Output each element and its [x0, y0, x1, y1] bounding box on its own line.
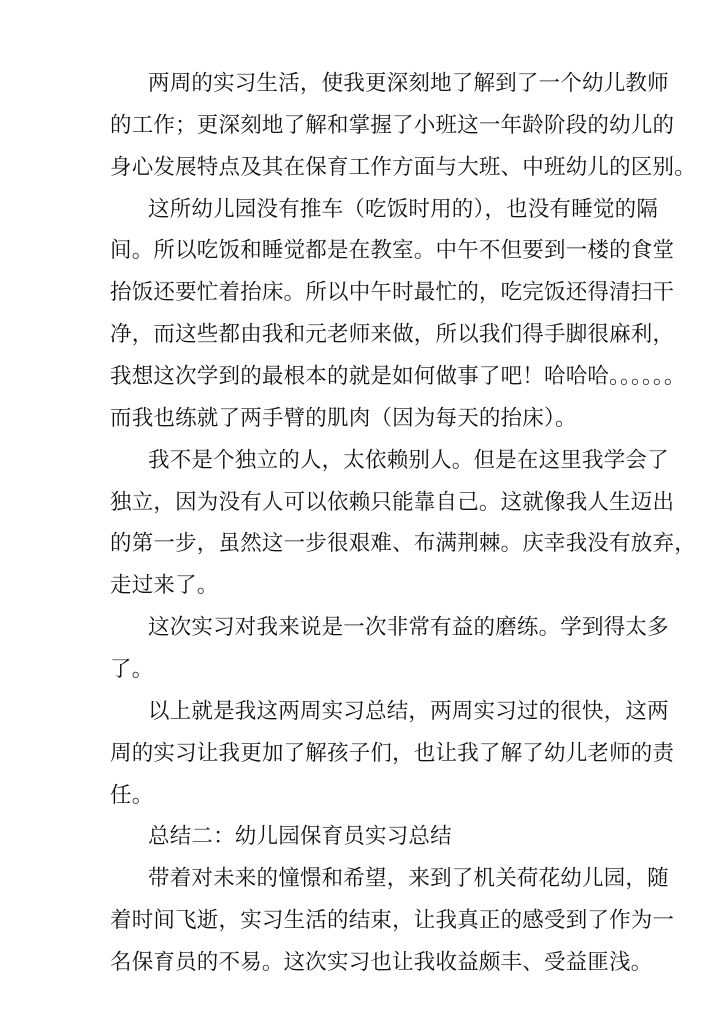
paragraph-5-line-1: 以上就是我这两周实习总结，两周实习过的很快，这两: [148, 698, 669, 724]
paragraph-2-line-1: 这所幼儿园没有推车（吃饭时用的），也没有睡觉的隔: [148, 196, 659, 222]
paragraph-4-line-1: 这次实习对我来说是一次非常有益的磨练。学到得太多: [148, 615, 669, 641]
paragraph-3-line-3: 的第一步，虽然这一步很艰难、布满荆棘。庆幸我没有放弃，: [110, 531, 696, 557]
paragraph-4-line-2: 了。: [110, 657, 154, 682]
paragraph-5-line-3: 任。: [110, 782, 154, 808]
paragraph-6-line-3: 名保育员的不易。这次实习也让我收益颇丰、受益匪浅。: [110, 950, 653, 975]
paragraph-1-line-3: 身心发展特点及其在保育工作方面与大班、中班幼儿的区别。: [110, 154, 696, 180]
paragraph-6-line-1: 带着对未来的憧憬和希望，来到了机关荷花幼儿园，随: [148, 866, 669, 892]
paragraph-2-line-3: 抬饭还要忙着抬床。所以中午时最忙的，吃完饭还得清扫干: [110, 280, 675, 306]
paragraph-1-line-2: 的工作；更深刻地了解和掌握了小班这一年龄阶段的幼儿的: [110, 112, 675, 138]
paragraph-5-line-2: 周的实习让我更加了解孩子们，也让我了解了幼儿老师的责: [110, 740, 675, 766]
paragraph-6-line-2: 着时间飞逝，实习生活的结束，让我真正的感受到了作为一: [110, 908, 675, 934]
paragraph-2-line-6: 而我也练就了两手臂的肌肉（因为每天的抬床）。: [110, 405, 577, 431]
paragraph-2-line-5: 我想这次学到的最根本的就是如何做事了吧！哈哈哈。。。。。。: [110, 364, 686, 389]
paragraph-3-line-1: 我不是个独立的人，太依赖别人。但是在这里我学会了: [148, 447, 669, 473]
paragraph-2-line-4: 净，而这些都由我和元老师来做，所以我们得手脚很麻利，: [110, 322, 675, 348]
paragraph-1-line-1: 两周的实习生活，使我更深刻地了解到了一个幼儿教师: [148, 71, 669, 96]
section-heading: 总结二：幼儿园保育员实习总结: [148, 824, 452, 850]
paragraph-3-line-2: 独立，因为没有人可以依赖只能靠自己。这就像我人生迈出: [110, 489, 675, 515]
paragraph-3-line-4: 走过来了。: [110, 573, 219, 599]
paragraph-2-line-2: 间。所以吃饭和睡觉都是在教室。中午不但要到一楼的食堂: [110, 238, 675, 264]
